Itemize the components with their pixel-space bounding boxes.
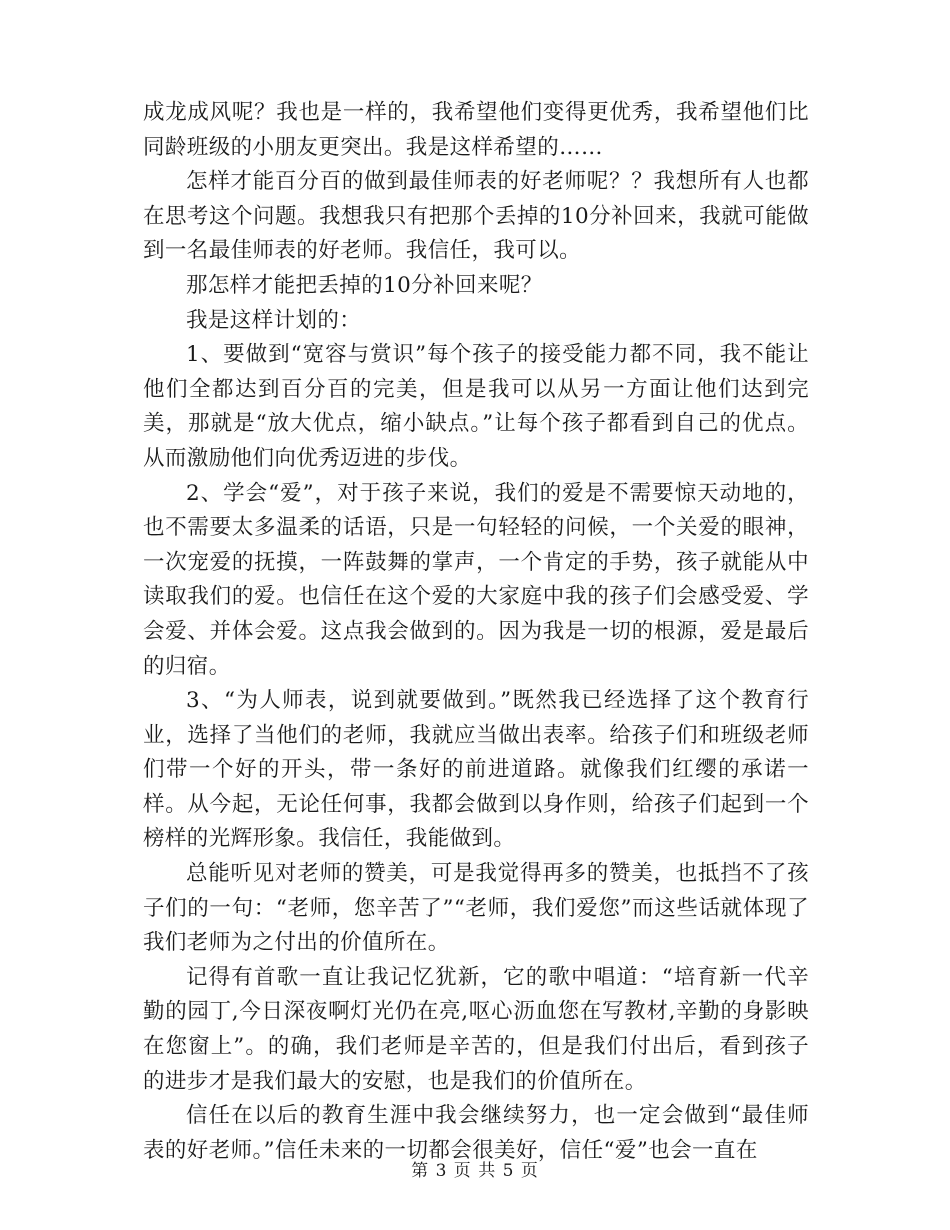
document-body bbox=[143, 96, 809, 1168]
paragraph: 那怎样才能把丢掉的10分补回来呢？ bbox=[186, 272, 543, 298]
list-item-paragraph: 1、要做到“宽容与赏识”每个孩子的接受能力都不同，我不能让他们全都达到百分百的完美，但是我可以从另一方面让他们达到完美，那就是“放大优点，缩小缺点。”让每个孩子都看到自己的优点。从而激励他们向优秀迈进的步伐。 bbox=[143, 342, 809, 471]
list-item-paragraph: 3、“为人师表，说到就要做到。”既然我已经选择了这个教育行业，选择了当他们的老师，我就应当做出表率。给孩子们和班级老师们带一个好的开头，带一条好的前进道路。就像我们红缨的承诺一样。从今起，无论任何事，我都会做到以身作则，给孩子们起到一个榜样的光辉形象。我信任，我能做到。 bbox=[143, 688, 809, 852]
page-number-footer: 第 3 页 共 5 页 bbox=[411, 1161, 539, 1181]
paragraph: 记得有首歌一直让我记忆犹新，它的歌中唱道：“培育新一代辛勤的园丁,今日深夜啊灯光仍在亮,呕心沥血您在写教材,辛勤的身影映在您窗上”。的确，我们老师是辛苦的，但是我们付出后，看到孩子的进步才是我们最大的安慰，也是我们的价值所在。 bbox=[143, 964, 809, 1094]
paragraph-continuation: 成龙成风呢？我也是一样的，我希望他们变得更优秀，我希望他们比同龄班级的小朋友更突出。我是这样希望的…… bbox=[143, 100, 809, 160]
paragraph: 信任在以后的教育生涯中我会继续努力，也一定会做到“最佳师表的好老师。”信任未来的一切都会很美好，信任“爱”也会一直在 bbox=[143, 1103, 809, 1163]
paragraph: 怎样才能百分百的做到最佳师表的好老师呢？？我想所有人也都在思考这个问题。我想我只有把那个丢掉的10分补回来，我就可能做到一名最佳师表的好老师。我信任，我可以。 bbox=[143, 169, 809, 264]
paragraph: 我是这样计划的： bbox=[186, 307, 362, 333]
paragraph: 总能听见对老师的赞美，可是我觉得再多的赞美，也抵挡不了孩子们的一句：“老师，您辛苦了”“老师，我们爱您”而这些话就体现了我们老师为之付出的价值所在。 bbox=[143, 861, 809, 956]
list-item-paragraph: 2、学会“爱”，对于孩子来说，我们的爱是不需要惊天动地的，也不需要太多温柔的话语，只是一句轻轻的问候，一个关爱的眼神，一次宠爱的抚摸，一阵鼓舞的掌声，一个肯定的手势，孩子就能从中读取我们的爱。也信任在这个爱的大家庭中我的孩子们会感受爱、学会爱、并体会爱。这点我会做到的。因为我是一切的根源，爱是最后的归宿。 bbox=[143, 480, 809, 679]
